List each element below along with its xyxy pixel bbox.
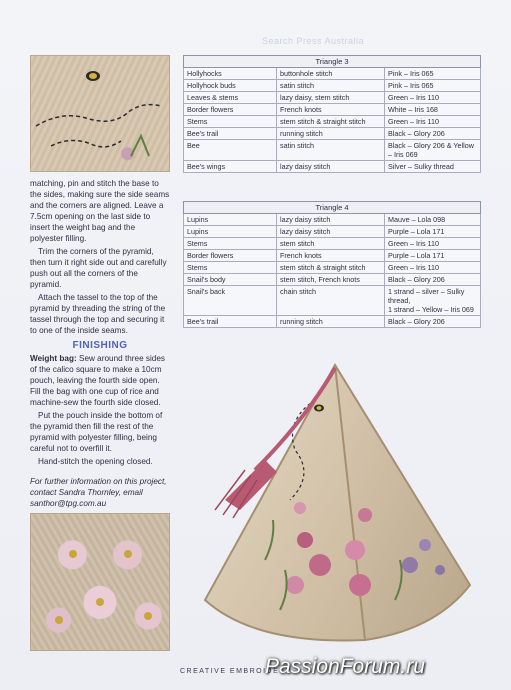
article-paragraph: Trim the corners of the pyramid, then turn it right side out and carefully push out all the corners of the pyramid. xyxy=(30,247,167,289)
table-row xyxy=(184,80,481,92)
table-row xyxy=(184,104,481,116)
table-row xyxy=(184,140,481,161)
triangle3-body xyxy=(184,68,481,173)
element-cell: Lupins xyxy=(184,226,277,238)
element-cell: Bee xyxy=(184,140,277,161)
stitch-cell: lazy daisy, stem stitch xyxy=(277,92,385,104)
article-paragraph: Attach the tassel to the top of the pyramid by threading the string of the tassel through the top and securing it to one of the inside seams. xyxy=(30,293,166,335)
bee-closeup-photo xyxy=(30,55,170,172)
thread-cell: Mauve – Lola 098 xyxy=(385,214,481,226)
element-cell: Bee's wings xyxy=(184,161,277,173)
weight-bag-paragraph xyxy=(30,353,170,408)
element-cell: Border flowers xyxy=(184,104,277,116)
thread-cell: Black – Glory 206 xyxy=(385,316,481,328)
stitch-cell: lazy daisy stitch xyxy=(277,226,385,238)
flower-center-icon xyxy=(69,550,77,558)
stitch-cell: satin stitch xyxy=(277,140,385,161)
element-cell: Lupins xyxy=(184,214,277,226)
table-row xyxy=(184,274,481,286)
thread-cell: Green – Iris 110 xyxy=(385,116,481,128)
thread-cell: Green – Iris 110 xyxy=(385,238,481,250)
flower-closeup-photo xyxy=(30,513,170,651)
element-cell: Stems xyxy=(184,238,277,250)
triangle3-title: Triangle 3 xyxy=(184,56,481,68)
stitch-cell: satin stitch xyxy=(277,80,385,92)
flower-center-icon xyxy=(124,550,132,558)
triangle4-body xyxy=(184,214,481,328)
flower-center-icon xyxy=(55,616,63,624)
element-cell: Hollyhock buds xyxy=(184,80,277,92)
element-cell: Bee's trail xyxy=(184,316,277,328)
handstitch-paragraph: Hand-stitch the opening closed. xyxy=(38,457,153,466)
contact-paragraph: For further information on this project, contact Sandra Thornley, email santhor@tpg.com.au xyxy=(30,477,167,508)
stitch-cell: stem stitch xyxy=(277,238,385,250)
pouch-paragraph: Put the pouch inside the bottom of the pyramid then fill the rest of the pyramid with polyester filling, being careful not to overfill it. xyxy=(30,411,163,453)
thread-cell: Green – Iris 110 xyxy=(385,92,481,104)
stitch-cell: running stitch xyxy=(277,128,385,140)
table-row xyxy=(184,316,481,328)
table-row xyxy=(184,92,481,104)
article-paragraph: matching, pin and stitch the base to the sides, making sure the side seams and the corners are aligned. Leave a 7.5cm opening on the last side to insert the weight bag and the polyester filling. xyxy=(30,179,170,243)
flower-center-icon xyxy=(96,598,104,606)
thread-cell: Green – Iris 110 xyxy=(385,262,481,274)
element-cell: Snail's back xyxy=(184,286,277,316)
triangle3-table xyxy=(183,55,481,173)
table-row xyxy=(184,214,481,226)
stitch-cell: French knots xyxy=(277,104,385,116)
thread-cell: Purple – Lola 171 xyxy=(385,250,481,262)
triangle4-table xyxy=(183,201,481,328)
element-cell: Stems xyxy=(184,262,277,274)
triangle3-table-wrap xyxy=(183,55,481,173)
stitch-cell: lazy daisy stitch xyxy=(277,161,385,173)
stitch-cell: stem stitch, French knots xyxy=(277,274,385,286)
table-row xyxy=(184,250,481,262)
weight-bag-text: Sew around three sides of the calico square to make a 10cm pouch, leaving the fourth side open. Fill the bag with one cup of rice and machine-sew the fourth side closed. xyxy=(30,354,166,407)
thread-cell: 1 strand – silver – Sulky thread, 1 strand – Yellow – Iris 069 xyxy=(385,286,481,316)
table-row xyxy=(184,116,481,128)
stitch-cell: lazy daisy stitch xyxy=(277,214,385,226)
stitch-cell: buttonhole stitch xyxy=(277,68,385,80)
triangle4-table-wrap xyxy=(183,201,481,328)
thread-cell: Pink – Iris 065 xyxy=(385,68,481,80)
triangle4-title: Triangle 4 xyxy=(184,202,481,214)
stitch-cell: stem stitch & straight stitch xyxy=(277,262,385,274)
stitch-cell: French knots xyxy=(277,250,385,262)
table-row xyxy=(184,286,481,316)
table-row xyxy=(184,262,481,274)
site-watermark: PassionForum.ru xyxy=(265,655,425,678)
element-cell: Bee's trail xyxy=(184,128,277,140)
thread-cell: Black – Glory 206 & Yellow – Iris 069 xyxy=(385,140,481,161)
background-ad-text: Search Press Australia xyxy=(262,36,365,46)
stitch-cell: stem stitch & straight stitch xyxy=(277,116,385,128)
element-cell: Snail's body xyxy=(184,274,277,286)
table-row xyxy=(184,238,481,250)
thread-cell: Black – Glory 206 xyxy=(385,274,481,286)
table-row xyxy=(184,226,481,238)
thread-cell: Purple – Lola 171 xyxy=(385,226,481,238)
pyramid-pincushion-photo xyxy=(195,360,485,660)
flower-center-icon xyxy=(144,612,152,620)
weight-bag-label: Weight bag: xyxy=(30,354,77,363)
element-cell: Hollyhocks xyxy=(184,68,277,80)
finishing-heading: FINISHING xyxy=(72,340,128,351)
magazine-footer: CREATIVE EMBROIDE xyxy=(180,668,280,675)
table-row xyxy=(184,128,481,140)
thread-cell: Silver – Sulky thread xyxy=(385,161,481,173)
stitch-cell: running stitch xyxy=(277,316,385,328)
thread-cell: Black – Glory 206 xyxy=(385,128,481,140)
table-row xyxy=(184,161,481,173)
table-row xyxy=(184,68,481,80)
thread-cell: Pink – Iris 065 xyxy=(385,80,481,92)
element-cell: Border flowers xyxy=(184,250,277,262)
thread-cell: White – Iris 168 xyxy=(385,104,481,116)
stitch-cell: chain stitch xyxy=(277,286,385,316)
element-cell: Stems xyxy=(184,116,277,128)
element-cell: Leaves & stems xyxy=(184,92,277,104)
article-column xyxy=(30,178,170,511)
